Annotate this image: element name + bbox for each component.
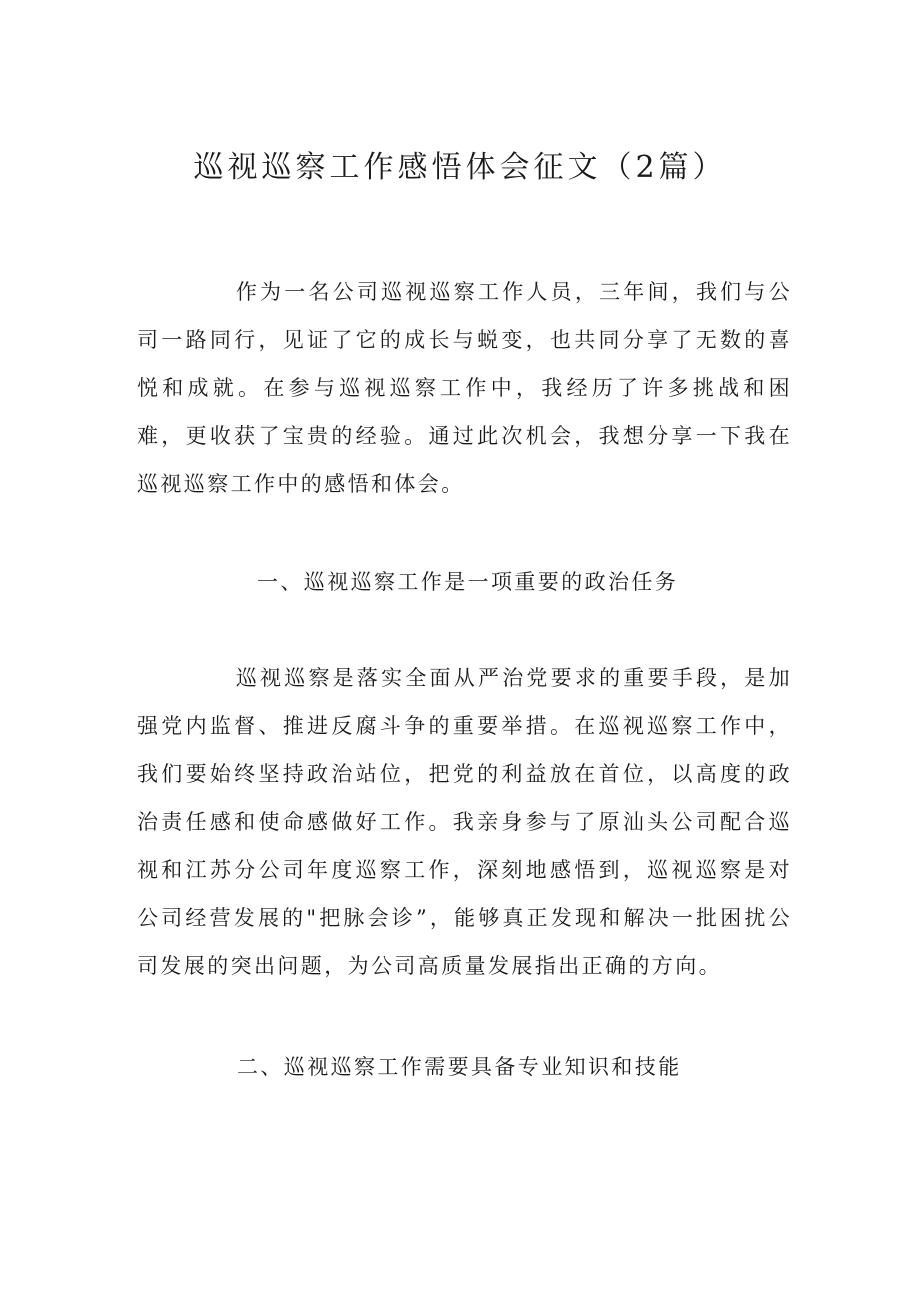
section-heading-1: 一、巡视巡察工作是一项重要的政治任务	[257, 570, 679, 594]
section-1-text: 巡视巡察是落实全面从严治党要求的重要手段，是加强党内监督、推进反腐斗争的重要举措。在巡视巡察工作中，我们要始终坚持政治站位，把党的利益放在首位，以高度的政治责任感和使命感做好工作。我亲身参与了原汕头公司配合巡视和江苏分公司年度巡察工作，深刻地感悟到，巡视巡察是对公司经营发展的"把脉会诊”，能够真正发现和解决一批困扰公司发展的突出问题，为公司高质量发展指出正确的方向。	[137, 666, 792, 978]
intro-text: 作为一名公司巡视巡察工作人员，三年间，我们与公司一路同行，见证了它的成长与蜕变，也共同分享了无数的喜悦和成就。在参与巡视巡察工作中，我经历了许多挑战和困难，更收获了宝贵的经验。通过此次机会，我想分享一下我在巡视巡察工作中的感悟和体会。	[137, 280, 792, 496]
section-1-paragraph	[137, 654, 792, 990]
document-title: 巡视巡察工作感悟体会征文（2篇）	[193, 150, 727, 185]
section-heading-2: 二、巡视巡察工作需要具备专业知识和技能	[237, 1055, 682, 1079]
intro-paragraph	[137, 268, 792, 508]
